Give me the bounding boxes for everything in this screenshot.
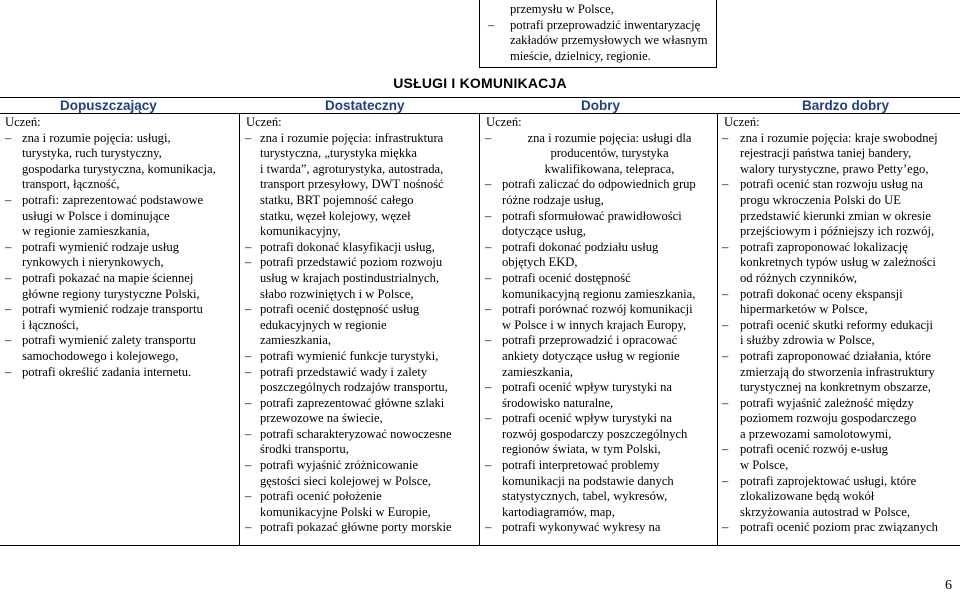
criterion-continuation: objętych EKD, [502, 255, 578, 270]
criterion-continuation: komunikacyjne Polski w Europie, [260, 504, 431, 519]
column-head: Uczeń: [724, 115, 760, 129]
criterion-item: – potrafi zaprezentować główne szlaki [240, 396, 479, 412]
criterion-continuation: progu wkroczenia Polski do UE [740, 192, 901, 207]
criterion-continuation: zamieszkania, [260, 333, 331, 348]
criterion-continuation: i łączności, [22, 317, 79, 332]
criterion-item: – potrafi wymienić rodzaje transportu [0, 302, 239, 318]
grade-bardzo-dobry: Bardzo dobry [802, 98, 890, 113]
criterion-continuation: gęstości sieci kolejowej w Polsce, [260, 473, 432, 488]
criterion-item: – potrafi pokazać główne porty morskie [240, 520, 479, 536]
criterion-continuation: przedstawić kierunki zmian w okresie [740, 208, 931, 223]
criterion-continuation: statku, BRT pojemność całego [260, 192, 414, 207]
column-head: Uczeń: [486, 115, 522, 129]
criterion-item: – potrafi wymienić zalety transportu [0, 333, 239, 349]
criterion-continuation: konkretnych typów usług w zależności [740, 255, 936, 270]
section-title: USŁUGI I KOMUNIKACJA [393, 75, 567, 91]
criterion-item: – potrafi interpretować problemy [480, 458, 717, 474]
criterion-item: – potrafi zaliczać do odpowiednich grup [480, 177, 717, 193]
criterion-continuation: statku, węzeł kolejowy, węzeł [260, 208, 411, 223]
grade-dobry: Dobry [581, 98, 621, 113]
criterion-item: – potrafi ocenić rozwój e-usług [718, 442, 960, 458]
criterion-item: – potrafi ocenić dostępność [480, 271, 717, 287]
criterion-continuation: samochodowego i kolejowego, [22, 348, 179, 363]
criteria-list [0, 131, 239, 381]
criterion-continuation: mieście, dzielnicy, regionie. [510, 48, 651, 63]
criterion-continuation: skrzyżowania autostrad w Polsce, [740, 504, 910, 519]
criterion-item: – potrafi przeprowadzić inwentaryzację [488, 18, 710, 34]
criterion-continuation: od różnych czynników, [740, 270, 858, 285]
criterion-item: – zna i rozumie pojęcia: kraje swobodnej [718, 131, 960, 147]
criterion-item: – potrafi dokonać klasyfikacji usług, [240, 240, 479, 256]
criterion-continuation: usług w krajach postindustrialnych, [260, 270, 440, 285]
criterion-item: – potrafi ocenić skutki reformy edukacji [718, 318, 960, 334]
criterion-continuation: transport przesyłowy, DWT nośność [260, 177, 444, 192]
criterion-continuation: regionów świata, w tym Polski, [502, 442, 661, 457]
criterion-continuation: przewozowe na świecie, [260, 411, 383, 426]
criterion-continuation: ankiety dotyczące usług w regionie [502, 348, 680, 363]
criterion-item: – potrafi pokazać na mapie ściennej [0, 271, 239, 287]
criterion-continuation: rynkowych i nierynkowych, [22, 255, 164, 270]
criterion-item: – potrafi: zaprezentować podstawowe [0, 193, 239, 209]
criterion-continuation: i twarda”, agroturystyka, autostrada, [260, 161, 444, 176]
criterion-item: – potrafi porównać rozwój komunikacji [480, 302, 717, 318]
criterion-item: – potrafi zaprojektować usługi, które [718, 474, 960, 490]
criterion-item: – potrafi ocenić poziom prac związanych [718, 520, 960, 536]
criterion-continuation: turystycznej na konkretnym obszarze, [740, 380, 931, 395]
criterion-continuation: przemysłu w Polsce, [510, 2, 614, 16]
criterion-item: – potrafi ocenić dostępność usług [240, 302, 479, 318]
criterion-item: – zna i rozumie pojęcia: infrastruktura [240, 131, 479, 147]
criterion-continuation: poziomem rozwoju gospodarczego [740, 411, 917, 426]
criterion-continuation: poszczególnych rodzajów transportu, [260, 380, 448, 395]
requirements-table [0, 114, 960, 546]
criterion-item: – zna i rozumie pojęcia: usługi dla [480, 131, 717, 147]
criterion-continuation: walory turystyczne, prawo Petty’ego, [740, 161, 929, 176]
criterion-continuation: kartodiagramów, map, [502, 504, 615, 519]
criterion-item: – potrafi przeprowadzić i opracować [480, 333, 717, 349]
criterion-item: – potrafi ocenić wpływ turystyki na [480, 380, 717, 396]
column-dobry [480, 114, 718, 545]
criterion-continuation: zamieszkania, [502, 364, 573, 379]
criterion-item: – zna i rozumie pojęcia: usługi, [0, 131, 239, 147]
criterion-continuation: kwalifikowana, telepraca, [544, 161, 675, 176]
column-dostateczny [240, 114, 480, 545]
criterion-continuation: zakładów przemysłowych we własnym [510, 33, 708, 47]
criterion-item: – potrafi przedstawić wady i zalety [240, 365, 479, 381]
column-head: Uczeń: [5, 115, 41, 129]
criterion-continuation: turystyka, ruch turystyczny, [22, 146, 162, 161]
criterion-continuation: producentów, turystyka [550, 146, 669, 161]
criterion-continuation: komunikacji na podstawie danych [502, 473, 674, 488]
criterion-continuation: turystyczna, „turystyka miękka [260, 146, 418, 161]
criterion-continuation: transport, łączność, [22, 177, 120, 192]
criterion-continuation: komunikacyjną regionu zamieszkania, [502, 286, 696, 301]
criterion-item: – potrafi scharakteryzować nowoczesne [240, 427, 479, 443]
criterion-continuation: rejestracji państwa taniej bandery, [740, 146, 912, 161]
criteria-list [718, 131, 960, 536]
criterion-continuation: zlokalizowane będą wokół [740, 489, 875, 504]
criterion-continuation: słabo rozwiniętych i w Polsce, [260, 286, 414, 301]
criterion-continuation: gospodarka turystyczna, komunikacja, [22, 161, 216, 176]
grade-dostateczny: Dostateczny [325, 98, 405, 113]
criterion-continuation: hipermarketów w Polsce, [740, 302, 868, 317]
criterion-item: – potrafi dokonać oceny ekspansji [718, 287, 960, 303]
criterion-item: – potrafi określić zadania internetu. [0, 365, 239, 381]
page-number: 6 [945, 578, 952, 593]
criterion-item: – potrafi wyjaśnić zróżnicowanie [240, 458, 479, 474]
criterion-continuation: rozwój gospodarczy poszczególnych [502, 426, 688, 441]
column-bardzo-dobry [718, 114, 960, 545]
criterion-continuation: statystycznych, tabel, wykresów, [502, 489, 668, 504]
fragment-list [480, 0, 716, 64]
criterion-continuation: zmierzają do stworzenia infrastruktury [740, 364, 935, 379]
criterion-continuation: a przewozami samolotowymi, [740, 426, 892, 441]
criterion-item: – potrafi zaproponować lokalizację [718, 240, 960, 256]
column-dopuszczajacy [0, 114, 240, 545]
criterion-item: – potrafi ocenić wpływ turystyki na [480, 411, 717, 427]
grade-header-row [0, 97, 960, 114]
criterion-continuation: w Polsce, [740, 458, 789, 473]
criterion-continuation: w regionie zamieszkania, [22, 224, 150, 239]
criteria-list [480, 131, 717, 536]
criterion-item: – potrafi dokonać podziału usług [480, 240, 717, 256]
criterion-continuation: przejściowym i późniejszy ich rozwój, [740, 224, 935, 239]
criterion-continuation: edukacyjnych w regionie [260, 317, 387, 332]
criterion-item: – potrafi ocenić stan rozwoju usług na [718, 177, 960, 193]
criterion-item: – potrafi przedstawić poziom rozwoju [240, 255, 479, 271]
criterion-continuation: środowisko naturalne, [502, 395, 614, 410]
criterion-continuation: różne rodzaje usług, [502, 192, 604, 207]
criterion-continuation: dotyczące usług, [502, 224, 586, 239]
criterion-item: – potrafi zaproponować działania, które [718, 349, 960, 365]
criterion-item: – potrafi sformułować prawidłowości [480, 209, 717, 225]
previous-table-fragment [479, 0, 717, 68]
criteria-list [240, 131, 479, 536]
criterion-continuation: komunikacyjny, [260, 224, 341, 239]
criterion-item: – potrafi wymienić funkcje turystyki, [240, 349, 479, 365]
criterion-continuation: środki transportu, [260, 442, 349, 457]
criterion-item: – potrafi ocenić położenie [240, 489, 479, 505]
criterion-item: – potrafi wykonywać wykresy na [480, 520, 717, 536]
column-head: Uczeń: [246, 115, 282, 129]
criterion-item: – potrafi wymienić rodzaje usług [0, 240, 239, 256]
grade-dopuszczajacy: Dopuszczający [60, 98, 157, 113]
criterion-item: – potrafi wyjaśnić zależność między [718, 396, 960, 412]
criterion-continuation: główne regiony turystyczne Polski, [22, 286, 200, 301]
criterion-continuation: w Polsce i w innych krajach Europy, [502, 317, 687, 332]
criterion-continuation: i służby zdrowia w Polsce, [740, 333, 875, 348]
criterion-continuation: usługi w Polsce i dominujące [22, 208, 170, 223]
